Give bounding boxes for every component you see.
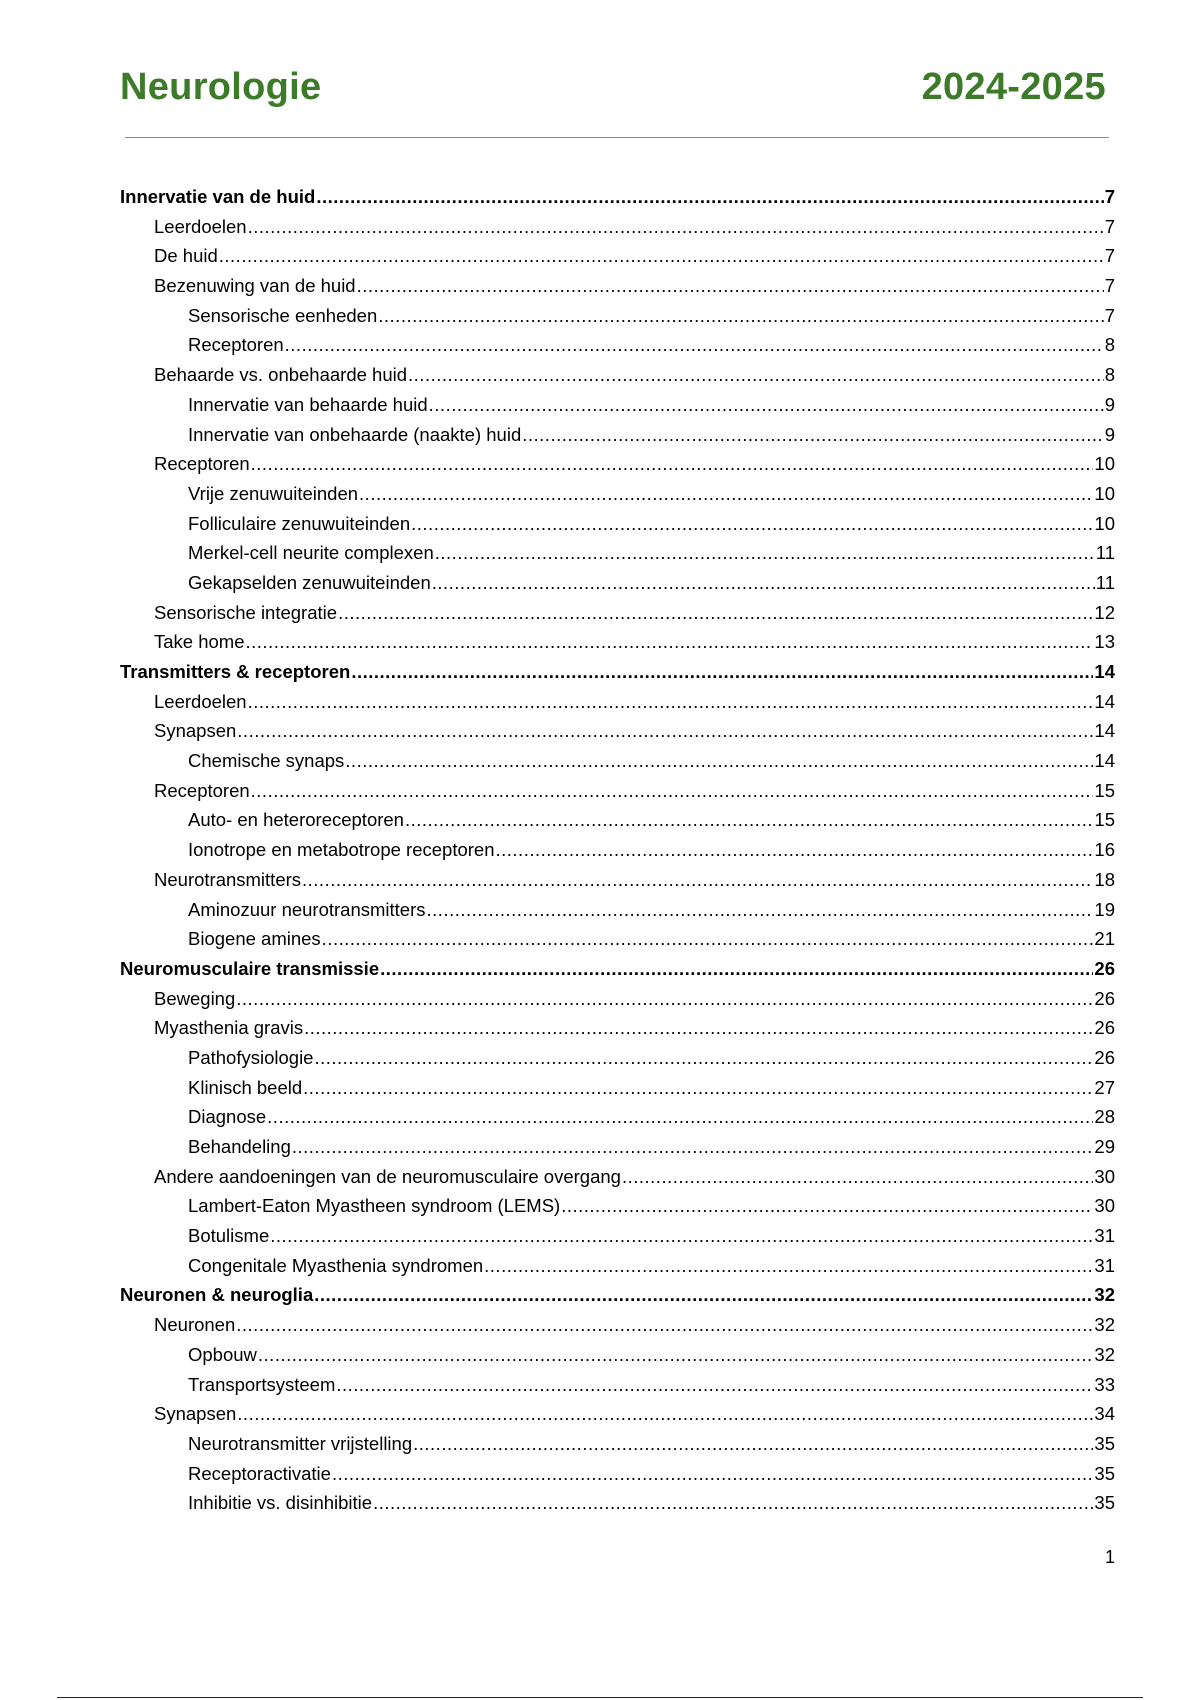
toc-chapter-entry[interactable]	[120, 182, 1115, 212]
toc-dot-leader	[622, 1162, 1093, 1192]
toc-entry-page: 10	[1094, 453, 1115, 475]
toc-dot-leader	[236, 984, 1093, 1014]
toc-entry-page: 11	[1095, 571, 1115, 593]
toc-section-entry[interactable]	[120, 687, 1115, 717]
toc-entry-label: Receptoren	[154, 779, 250, 801]
toc-entry-page: 26	[1094, 1046, 1115, 1068]
table-of-contents	[120, 182, 1115, 1518]
toc-entry-page: 14	[1094, 750, 1115, 772]
toc-dot-leader	[496, 835, 1094, 865]
toc-entry-page: 11	[1095, 542, 1115, 564]
toc-entry-page: 14	[1094, 720, 1115, 742]
toc-subsection-entry[interactable]	[120, 1370, 1115, 1400]
toc-subsection-entry[interactable]	[120, 1459, 1115, 1489]
footer-divider	[57, 1697, 1143, 1698]
toc-entry-page: 32	[1094, 1343, 1115, 1365]
toc-subsection-entry[interactable]	[120, 1043, 1115, 1073]
toc-dot-leader	[408, 360, 1104, 390]
toc-chapter-entry[interactable]	[120, 1280, 1115, 1310]
toc-entry-label: Receptoren	[154, 453, 250, 475]
toc-section-entry[interactable]	[120, 271, 1115, 301]
toc-entry-page: 31	[1094, 1225, 1115, 1247]
toc-entry-page: 26	[1094, 957, 1115, 979]
toc-subsection-entry[interactable]	[120, 746, 1115, 776]
toc-dot-leader	[380, 954, 1093, 984]
toc-dot-leader	[237, 716, 1093, 746]
toc-dot-leader	[427, 895, 1094, 925]
toc-section-entry[interactable]	[120, 865, 1115, 895]
toc-entry-label: Innervatie van de huid	[120, 186, 316, 207]
toc-section-entry[interactable]	[120, 1310, 1115, 1340]
toc-entry-label: Neuronen & neuroglia	[120, 1284, 314, 1306]
toc-subsection-entry[interactable]	[120, 330, 1115, 360]
toc-entry-page: 27	[1094, 1076, 1115, 1098]
toc-subsection-entry[interactable]	[120, 805, 1115, 835]
toc-entry-label: Myasthenia gravis	[154, 1017, 304, 1039]
toc-dot-leader	[316, 182, 1103, 212]
page-number: 1	[1104, 1547, 1115, 1567]
toc-subsection-entry[interactable]	[120, 479, 1115, 509]
toc-entry-label: Sensorische integratie	[154, 601, 338, 623]
toc-entry-label: Behaarde vs. onbehaarde huid	[154, 364, 408, 386]
toc-subsection-entry[interactable]	[120, 924, 1115, 954]
toc-entry-label: Opbouw	[188, 1343, 257, 1365]
toc-section-entry[interactable]	[120, 984, 1115, 1014]
toc-entry-page: 21	[1094, 928, 1115, 950]
toc-entry-page: 14	[1094, 690, 1115, 712]
toc-entry-page: 19	[1094, 898, 1115, 920]
toc-entry-label: Behandeling	[188, 1136, 291, 1157]
toc-dot-leader	[561, 1191, 1093, 1221]
toc-entry-label: Chemische synaps	[188, 750, 345, 772]
toc-entry-page: 8	[1104, 334, 1115, 356]
toc-entry-page: 32	[1094, 1284, 1115, 1306]
toc-entry-label: Diagnose	[188, 1106, 267, 1128]
toc-entry-label: Transmitters & receptoren	[120, 661, 351, 682]
toc-dot-leader	[314, 1043, 1093, 1073]
toc-entry-page: 7	[1104, 186, 1115, 207]
toc-dot-leader	[413, 1429, 1093, 1459]
toc-dot-leader	[411, 509, 1093, 539]
toc-dot-leader	[248, 687, 1094, 717]
toc-entry-page: 7	[1104, 275, 1115, 297]
toc-section-entry[interactable]	[120, 449, 1115, 479]
toc-dot-leader	[432, 568, 1095, 598]
toc-dot-leader	[236, 1310, 1093, 1340]
toc-entry-page: 8	[1104, 364, 1115, 386]
toc-subsection-entry[interactable]	[120, 1191, 1115, 1221]
toc-entry-page: 34	[1094, 1403, 1115, 1425]
toc-dot-leader	[357, 271, 1104, 301]
toc-dot-leader	[267, 1102, 1093, 1132]
toc-dot-leader	[251, 776, 1094, 806]
toc-chapter-entry[interactable]	[120, 954, 1115, 984]
toc-section-entry[interactable]	[120, 716, 1115, 746]
toc-section-entry[interactable]	[120, 1399, 1115, 1429]
toc-dot-leader	[345, 746, 1093, 776]
toc-dot-leader	[303, 1073, 1093, 1103]
toc-entry-label: Neurotransmitter vrijstelling	[188, 1432, 413, 1454]
toc-dot-leader	[304, 1013, 1093, 1043]
toc-entry-label: Beweging	[154, 987, 236, 1009]
toc-entry-label: Gekapselden zenuwuiteinden	[188, 571, 431, 593]
toc-dot-leader	[248, 212, 1104, 242]
toc-entry-page: 7	[1104, 245, 1115, 267]
toc-section-entry[interactable]	[120, 212, 1115, 242]
toc-subsection-entry[interactable]	[120, 568, 1115, 598]
toc-entry-label: Take home	[154, 631, 245, 653]
toc-entry-label: Leerdoelen	[154, 690, 247, 712]
toc-dot-leader	[251, 449, 1094, 479]
toc-dot-leader	[302, 865, 1093, 895]
toc-dot-leader	[522, 420, 1103, 450]
toc-entry-label: Aminozuur neurotransmitters	[188, 898, 426, 920]
toc-entry-label: Innervatie van onbehaarde (naakte) huid	[188, 423, 522, 445]
toc-entry-page: 7	[1104, 215, 1115, 237]
toc-entry-label: Neuronen	[154, 1314, 236, 1336]
toc-entry-label: Innervatie van behaarde huid	[188, 393, 428, 415]
toc-entry-page: 29	[1094, 1136, 1115, 1157]
toc-entry-page: 7	[1104, 304, 1115, 326]
toc-entry-page: 30	[1094, 1195, 1115, 1217]
toc-entry-page: 28	[1094, 1106, 1115, 1128]
toc-entry-label: Lambert-Eaton Myastheen syndroom (LEMS)	[188, 1195, 561, 1217]
toc-entry-label: Receptoren	[188, 334, 284, 356]
toc-dot-leader	[219, 241, 1104, 271]
page-header	[120, 66, 1106, 116]
toc-entry-label: Receptoractivatie	[188, 1462, 331, 1484]
toc-section-entry[interactable]	[120, 1013, 1115, 1043]
toc-entry-page: 26	[1094, 987, 1115, 1009]
toc-subsection-entry[interactable]	[120, 420, 1115, 450]
toc-subsection-entry[interactable]	[120, 390, 1115, 420]
toc-entry-page: 15	[1094, 809, 1115, 831]
toc-entry-label: Neuromusculaire transmissie	[120, 957, 380, 979]
toc-entry-label: Andere aandoeningen van de neuromusculaire overgang	[154, 1165, 621, 1187]
header-divider	[125, 137, 1109, 138]
toc-entry-page: 10	[1094, 512, 1115, 534]
toc-section-entry[interactable]	[120, 241, 1115, 271]
toc-dot-leader	[314, 1280, 1093, 1310]
toc-entry-label: Transportsysteem	[188, 1373, 336, 1395]
toc-dot-leader	[429, 390, 1104, 420]
toc-entry-label: De huid	[154, 245, 218, 267]
toc-entry-label: Auto- en heteroreceptoren	[188, 809, 404, 831]
toc-dot-leader	[373, 1488, 1093, 1518]
toc-dot-leader	[322, 924, 1094, 954]
toc-entry-page: 13	[1094, 631, 1115, 653]
toc-entry-page: 31	[1094, 1254, 1115, 1276]
toc-entry-label: Sensorische eenheden	[188, 304, 378, 326]
toc-entry-label: Merkel-cell neurite complexen	[188, 542, 434, 564]
toc-dot-leader	[405, 805, 1093, 835]
toc-entry-page: 30	[1094, 1165, 1115, 1187]
toc-subsection-entry[interactable]	[120, 509, 1115, 539]
toc-chapter-entry[interactable]	[120, 657, 1115, 687]
toc-section-entry[interactable]	[120, 598, 1115, 628]
toc-subsection-entry[interactable]	[120, 1429, 1115, 1459]
toc-subsection-entry[interactable]	[120, 301, 1115, 331]
toc-dot-leader	[338, 598, 1093, 628]
toc-entry-label: Klinisch beeld	[188, 1076, 303, 1098]
toc-entry-label: Biogene amines	[188, 928, 321, 950]
toc-entry-page: 35	[1094, 1432, 1115, 1454]
toc-section-entry[interactable]	[120, 1162, 1115, 1192]
toc-entry-page: 35	[1094, 1462, 1115, 1484]
toc-dot-leader	[258, 1340, 1094, 1370]
toc-subsection-entry[interactable]	[120, 1073, 1115, 1103]
toc-entry-page: 35	[1094, 1492, 1115, 1514]
toc-entry-label: Folliculaire zenuwuiteinden	[188, 512, 411, 534]
toc-dot-leader	[246, 627, 1094, 657]
toc-dot-leader	[351, 657, 1093, 687]
toc-subsection-entry[interactable]	[120, 1340, 1115, 1370]
toc-section-entry[interactable]	[120, 360, 1115, 390]
toc-dot-leader	[359, 479, 1093, 509]
toc-entry-page: 9	[1104, 423, 1115, 445]
toc-entry-label: Inhibitie vs. disinhibitie	[188, 1492, 373, 1514]
toc-entry-page: 12	[1094, 601, 1115, 623]
toc-entry-label: Leerdoelen	[154, 215, 247, 237]
toc-dot-leader	[378, 301, 1103, 331]
toc-entry-page: 33	[1094, 1373, 1115, 1395]
toc-entry-label: Pathofysiologie	[188, 1046, 314, 1068]
toc-dot-leader	[270, 1221, 1093, 1251]
toc-dot-leader	[332, 1459, 1093, 1489]
toc-dot-leader	[484, 1251, 1093, 1281]
toc-entry-page: 18	[1094, 868, 1115, 890]
toc-dot-leader	[435, 538, 1095, 568]
academic-year: 2024-2025	[921, 66, 1106, 108]
toc-entry-page: 9	[1104, 393, 1115, 415]
toc-section-entry[interactable]	[120, 776, 1115, 806]
toc-entry-label: Vrije zenuwuiteinden	[188, 482, 359, 504]
toc-entry-label: Neurotransmitters	[154, 868, 302, 890]
toc-entry-label: Congenitale Myasthenia syndromen	[188, 1254, 484, 1276]
toc-entry-page: 26	[1094, 1017, 1115, 1039]
toc-subsection-entry[interactable]	[120, 1251, 1115, 1281]
toc-dot-leader	[285, 330, 1104, 360]
toc-entry-page: 15	[1094, 779, 1115, 801]
document-title: Neurologie	[120, 66, 322, 108]
toc-section-entry[interactable]	[120, 627, 1115, 657]
toc-subsection-entry[interactable]	[120, 1102, 1115, 1132]
toc-entry-label: Synapsen	[154, 720, 237, 742]
toc-entry-label: Ionotrope en metabotrope receptoren	[188, 839, 495, 861]
toc-dot-leader	[292, 1132, 1094, 1162]
toc-entry-label: Synapsen	[154, 1403, 237, 1425]
toc-entry-label: Bezenuwing van de huid	[154, 275, 356, 297]
toc-entry-page: 14	[1094, 661, 1115, 682]
toc-subsection-entry[interactable]	[120, 1488, 1115, 1518]
toc-entry-label: Botulisme	[188, 1225, 270, 1247]
toc-entry-page: 10	[1094, 482, 1115, 504]
toc-subsection-entry[interactable]	[120, 835, 1115, 865]
toc-subsection-entry[interactable]	[120, 1221, 1115, 1251]
toc-subsection-entry[interactable]	[120, 1132, 1115, 1162]
toc-entry-page: 32	[1094, 1314, 1115, 1336]
toc-subsection-entry[interactable]	[120, 895, 1115, 925]
toc-subsection-entry[interactable]	[120, 538, 1115, 568]
toc-dot-leader	[237, 1399, 1093, 1429]
toc-entry-page: 16	[1094, 839, 1115, 861]
toc-dot-leader	[336, 1370, 1093, 1400]
